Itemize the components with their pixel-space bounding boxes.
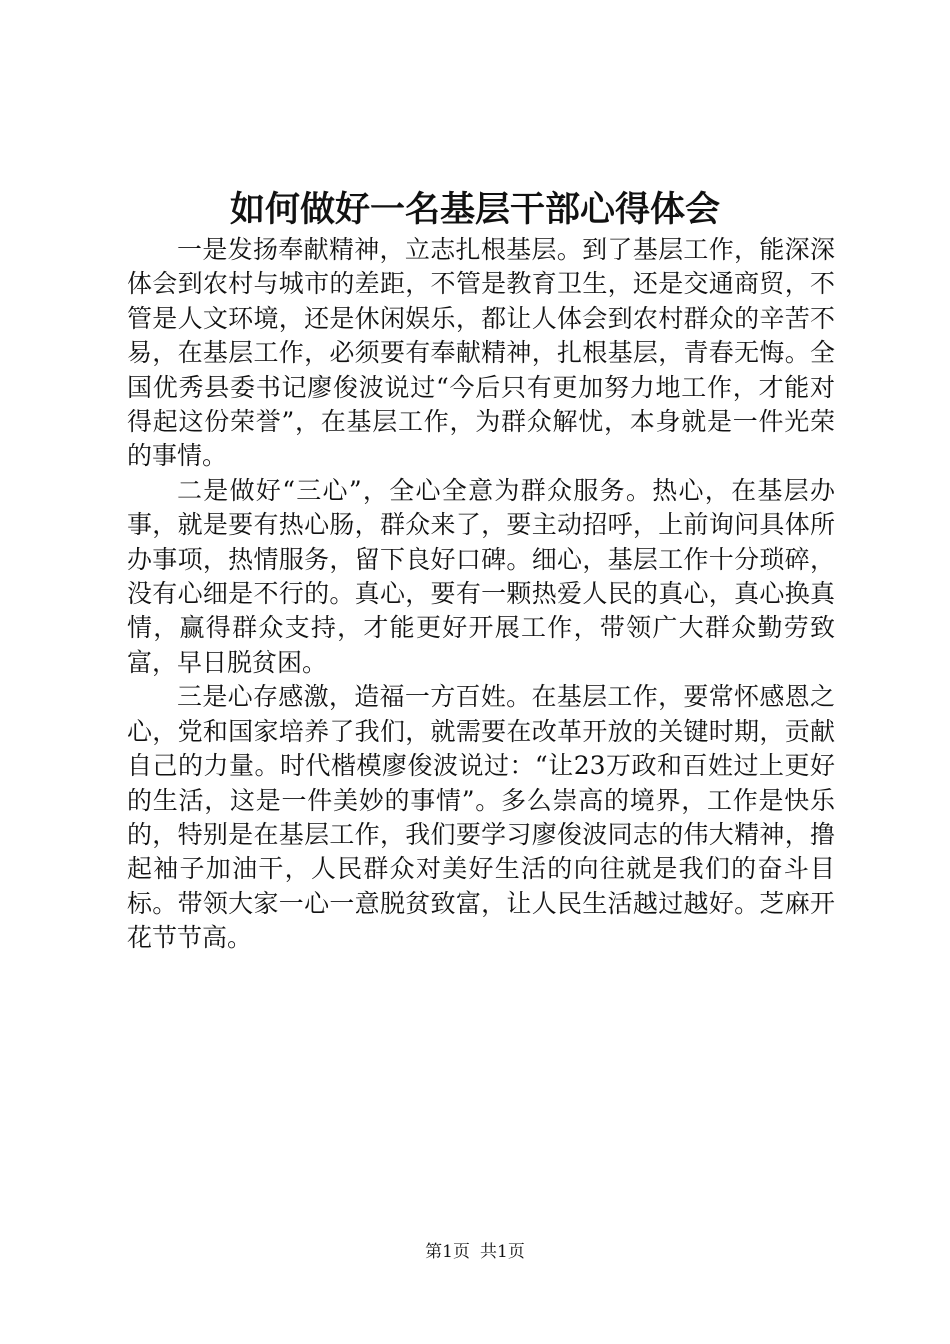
page-footer (0, 1240, 950, 1264)
paragraph-3: 三是心存感激，造福一方百姓。在基层工作，要常怀感恩之心，党和国家培养了我们，就需要在改革开放的关键时期，贡献自己的力量。时代楷模廖俊波说过：“让23万政和百姓过上更好的生活，这是一件美妙的事情”。多么崇高的境界，工作是快乐的，特别是在基层工作，我们要学习廖俊波同志的伟大精神，撸起袖子加油干，人民群众对美好生活的向往就是我们的奋斗目标。带领大家一心一意脱贫致富，让人民生活越过越好。芝麻开花节节高。 (127, 682, 835, 953)
page-title: 如何做好一名基层干部心得体会 (229, 189, 720, 230)
page-total: 共1页 (480, 1242, 525, 1262)
page-number: 第1页 (425, 1242, 470, 1262)
document-body (127, 233, 835, 956)
paragraph-2: 二是做好“三心”，全心全意为群众服务。热心，在基层办事，就是要有热心肠，群众来了，要主动招呼，上前询问具体所办事项，热情服务，留下良好口碑。细心，基层工作十分琐碎，没有心细是不行的。真心，要有一颗热爱人民的真心，真心换真情，赢得群众支持，才能更好开展工作，带领广大群众勤劳致富，早日脱贫困。 (127, 475, 835, 677)
paragraph-1: 一是发扬奉献精神，立志扎根基层。到了基层工作，能深深体会到农村与城市的差距，不管是教育卫生，还是交通商贸，不管是人文环境，还是休闲娱乐，都让人体会到农村群众的辛苦不易，在基层工作，必须要有奉献精神，扎根基层，青春无悔。全国优秀县委书记廖俊波说过“今后只有更加努力地工作，才能对得起这份荣誉”，在基层工作，为群众解忧，本身就是一件光荣的事情。 (127, 235, 835, 471)
